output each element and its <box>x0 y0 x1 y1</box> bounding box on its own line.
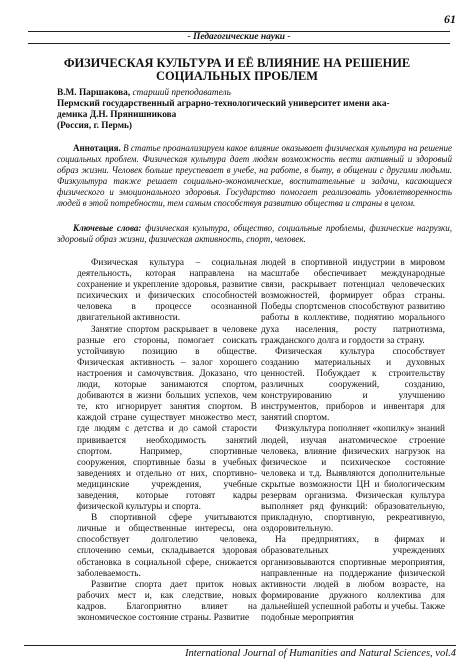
keywords-label: Ключевые слова: <box>73 223 142 233</box>
section-header <box>28 31 450 44</box>
author-block <box>57 88 454 132</box>
section-label: - Педагогические науки - <box>187 32 291 42</box>
right-column <box>261 258 445 624</box>
abstract-label: Аннотация. <box>73 143 121 153</box>
abstract <box>57 143 452 209</box>
paragraph: На предприятиях, в фирмах и образовательных учреждениях организовываются спортивные мероприятия, направленные на поддержание физической активности людей в любом возрасте, на формирование дружного коллектива для дальнейшей успешной работы и учебы. Также подобные мероприятия <box>261 535 445 623</box>
bottom-rule <box>28 43 450 44</box>
author-role: старший преподаватель <box>132 88 231 98</box>
affiliation-line-3: (Россия, г. Пермь) <box>57 121 133 131</box>
paragraph: Физическая культура – социальная деятельность, которая направлена на сохранение и укрепление здоровья, развитие психических и физических способностей человека в процессе осознанной двигательной активности. <box>77 258 257 324</box>
journal-footer: International Journal of Humanities and Natural Sciences, vol.4 <box>185 648 456 659</box>
affiliation-line-2: демика Д.Н. Прянишникова <box>57 110 177 120</box>
article-title <box>40 57 434 83</box>
paragraph: Физкультура пополняет «копилку» знаний людей, изучая анатомическое строение человека, влияние физических нагрузок на физическое и психическое состояние человека и т.д. Выявляются дополнительные скрытые возможности ЦН и биологическим резервам организма. Физическая культура выполняет ряд функций: образовательную, прикладную, спортивную, рекреативную, оздоровительную. <box>261 424 445 535</box>
paragraph: Физическая культура способствует созданию материальных и духовных ценностей. Побуждает к строительству различных сооружений, созданию, конструированию и улучшению инструментов, приборов и инвентаря для занятий спортом. <box>261 346 445 424</box>
page-number: 61 <box>444 12 456 26</box>
paragraph: Занятие спортом раскрывает в человеке разные его стороны, помогает соискать устойчивую позицию в обществе. Физическая активность – залог хорошего настроения и самочувствия. Доказано, что люди, которые занимаются спортом, добиваются в жизни больших успехов, чем те, кто игнорирует занятия спортом. В каждой стране существует множество мест, где людям с детства и до самой старости прививается необходимость занятий спортом. Например, спортивные сооружения, спортивные базы в учебных заведениях и отдельно от них, спортивно-медицинские учреждения, учебные заведения, которые готовят кадры физической культуры и спорта. <box>77 324 257 513</box>
keywords-text: физическая культура, общество, социальные проблемы, физические нагрузки, здоровый образ жизни, физическая активность, спорт, человек. <box>57 223 452 244</box>
left-column <box>77 258 257 624</box>
keywords <box>57 223 452 245</box>
footer-rule <box>24 645 456 646</box>
affiliation-line-1: Пермский государственный аграрно-технологический университет имени ака- <box>57 99 390 109</box>
paragraph: В спортивной сфере учитываются личные и общественные интересы, она способствует долголетию человека, сплочению семьи, складывается здоровая обстановка в социальной сфере, снижается заболеваемость. <box>77 513 257 579</box>
title-line-1: ФИЗИЧЕСКАЯ КУЛЬТУРА И ЕЁ ВЛИЯНИЕ НА РЕШЕНИЕ <box>63 56 411 70</box>
paragraph: людей в спортивной индустрии в мировом масштабе обеспечивает международные связи, раскрывает потенциал человеческих возможностей, формирует образ страны. Победы спортсменов способствуют развитию работы в коллективе, поднятию морального духа населения, росту патриотизма, гражданского долга и гордости за страну. <box>261 258 445 346</box>
author-name: В.М. Паршакова, <box>57 88 131 98</box>
abstract-text: В статье проанализируем какое влияние оказывает физическая культура на решение социальных проблем. Физическая культура дает людям возможность вести активный и здоровый образ жизни. Человек больше преуспевает в учебе, на работе, в быту, в общении с другими людьми. Физкультура также решает социально-экономические, воспитательные и задачи, касающиеся физического и эмоционального здоровья. Государство помогает реализовать удовлетворенность людей в этой потребности, тем самым способствуя развитию общества и страны в целом. <box>57 143 453 208</box>
paragraph: Развитие спорта дает приток новых рабочих мест и, как следствие, новых кадров. Благоприятно влияет на экономическое состояние страны. Развитие <box>77 579 257 623</box>
title-line-2: СОЦИАЛЬНЫХ ПРОБЛЕМ <box>156 69 318 83</box>
